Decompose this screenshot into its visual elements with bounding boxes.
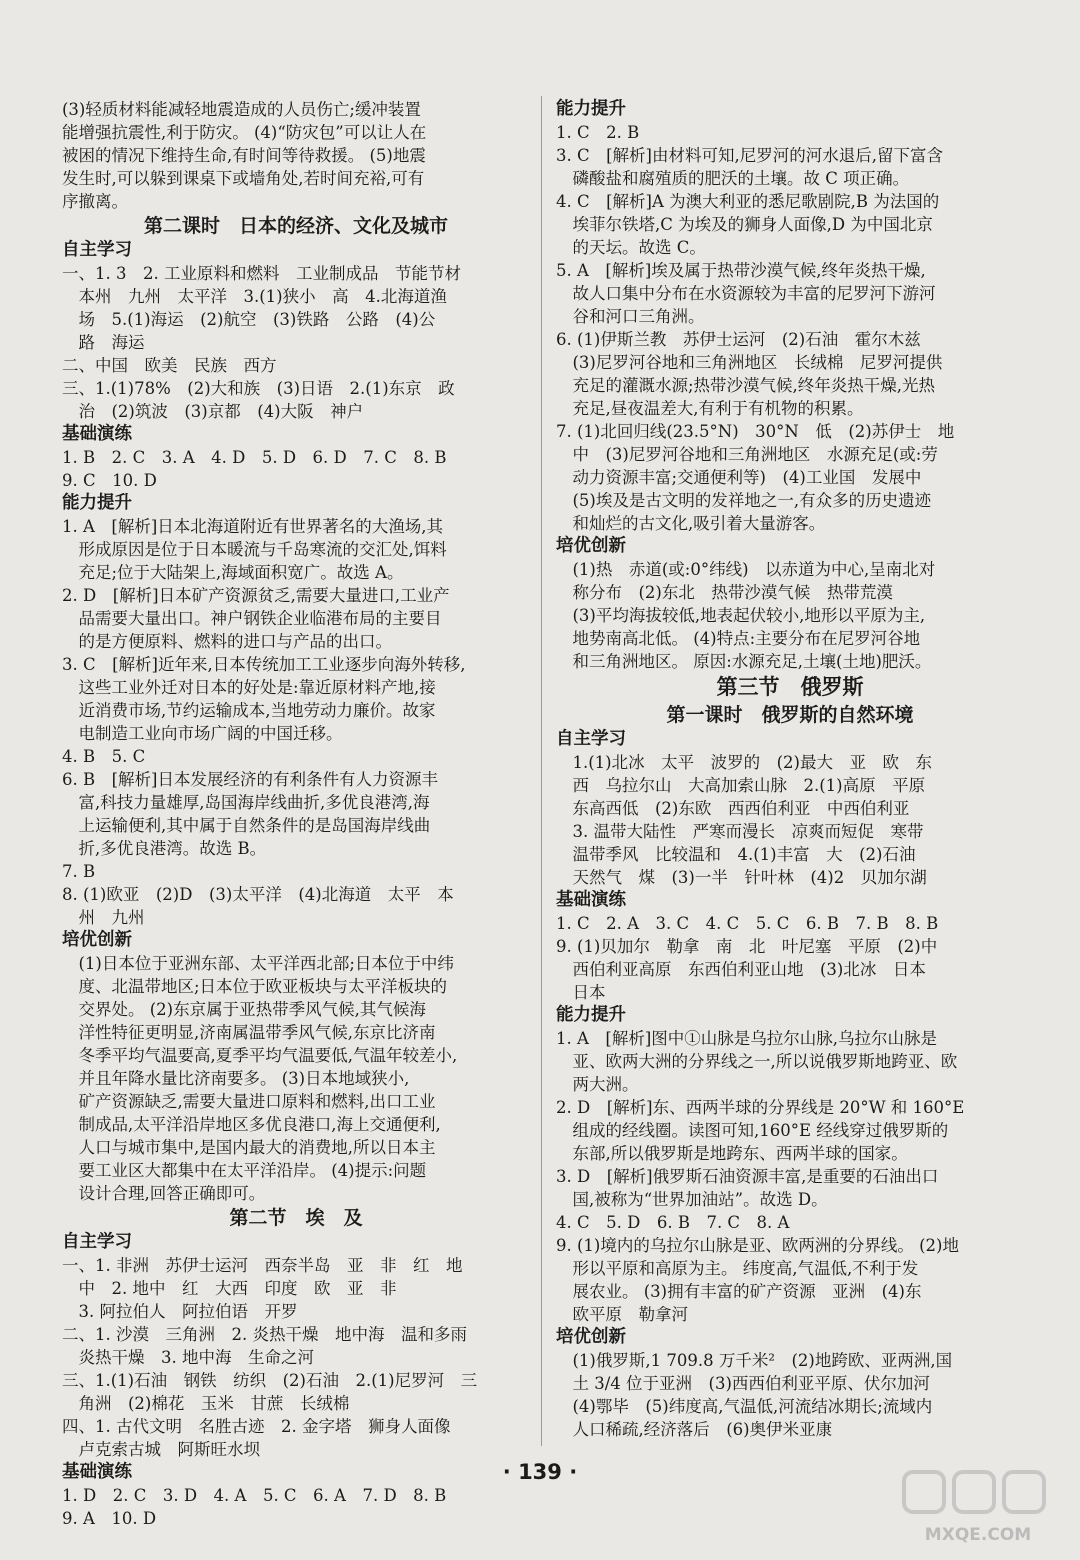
- answer-line: (3)轻质材料能减轻地震造成的人员伤亡;缓冲装置: [62, 100, 421, 119]
- answer-line: 1.(1)北冰 太平 波罗的 (2)最大 亚 欧 东: [556, 753, 932, 772]
- answer-line: 3. C [解析]近年来,日本传统加工工业逐步向海外转移,: [62, 655, 466, 674]
- answer-line: 动力资源丰富;交通便利等) (4)工业国 发展中: [556, 468, 922, 487]
- answer-line: 2. D [解析]日本矿产资源贫乏,需要大量进口,工业产: [62, 586, 450, 605]
- chapter-title: 第三节 俄罗斯: [716, 675, 864, 699]
- answer-line: 3. C [解析]由材料可知,尼罗河的河水退后,留下富含: [556, 146, 943, 165]
- answer-line: 6. (1)伊斯兰教 苏伊士运河 (2)石油 霍尔木兹: [556, 330, 921, 349]
- answer-line: 冬季平均气温要高,夏季平均气温要低,气温年较差小,: [62, 1046, 458, 1065]
- answer-line: 9. (1)境内的乌拉尔山脉是亚、欧两洲的分界线。 (2)地: [556, 1236, 959, 1255]
- answer-line: 地势南高北低。 (4)特点:主要分布在尼罗河谷地: [556, 629, 921, 648]
- answer-line: 充足的灌溉水源;热带沙漠气候,终年炎热干燥,光热: [556, 376, 936, 395]
- answer-line: 折,多优良港湾。故选 B。: [62, 839, 267, 858]
- answer-line: 温带季风 比较温和 4.(1)丰富 大 (2)石油: [556, 845, 916, 864]
- answer-line: 和灿烂的古文化,吸引着大量游客。: [556, 514, 826, 533]
- lesson-title: 第二课时 日本的经济、文化及城市: [143, 215, 448, 237]
- answer-line: 四、1. 古代文明 名胜古迹 2. 金字塔 狮身人面像: [62, 1417, 451, 1436]
- answer-line: 炎热干燥 3. 地中海 生命之河: [62, 1348, 314, 1367]
- answer-line: 1. D 2. C 3. D 4. A 5. C 6. A 7. D 8. B: [62, 1486, 447, 1505]
- section-heading: 基础演练: [62, 424, 132, 444]
- answer-line: 形以平原和高原为主。 纬度高,气温低,不利于发: [556, 1259, 919, 1278]
- answer-line: 1. C 2. A 3. C 4. C 5. C 6. B 7. B 8. B: [556, 914, 939, 933]
- answer-line: 6. B [解析]日本发展经济的有利条件有人力资源丰: [62, 770, 438, 789]
- answer-line: 能增强抗震性,利于防灾。 (4)“防灾包”可以让人在: [62, 123, 427, 142]
- answer-line: (3)尼罗河谷地和三角洲地区 长绒棉 尼罗河提供: [556, 353, 943, 372]
- answer-line: 3. 温带大陆性 严寒而漫长 凉爽而短促 寒带: [556, 822, 924, 841]
- answer-line: 充足,昼夜温差大,有利于有机物的积累。: [556, 399, 864, 418]
- answer-line: 日本: [556, 983, 606, 1002]
- answer-line: 路 海运: [62, 333, 145, 352]
- answer-line: 3. 阿拉伯人 阿拉伯语 开罗: [62, 1302, 298, 1321]
- section-heading: 能力提升: [556, 1005, 626, 1025]
- answer-line: 故人口集中分布在水资源较为丰富的尼罗河下游河: [556, 284, 936, 303]
- answer-line: 中 (3)尼罗河谷地和三角洲地区 水源充足(或:劳: [556, 445, 938, 464]
- answer-line: 西伯利亚高原 东西伯利亚山地 (3)北冰 日本: [556, 960, 926, 979]
- answer-line: 洋性特征更明显,济南属温带季风气候,东京比济南: [62, 1023, 436, 1042]
- answer-line: 1. A [解析]图中①山脉是乌拉尔山脉,乌拉尔山脉是: [556, 1029, 938, 1048]
- answer-line: (1)俄罗斯,1 709.8 万千米² (2)地跨欧、亚两洲,国: [556, 1351, 953, 1370]
- answer-line: 欧平原 勒拿河: [556, 1305, 688, 1324]
- section-heading: 培优创新: [62, 930, 132, 950]
- answer-line: 西 乌拉尔山 大高加索山脉 2.(1)高原 平原: [556, 776, 926, 795]
- answer-line: 序撤离。: [62, 192, 128, 211]
- answer-line: 上运输便利,其中属于自然条件的是岛国海岸线曲: [62, 816, 431, 835]
- answer-line: 这些工业外迁对日本的好处是:靠近原材料产地,接: [62, 678, 436, 697]
- answer-line: 8. (1)欧亚 (2)D (3)太平洋 (4)北海道 太平 本: [62, 885, 454, 904]
- answer-line: 近消费市场,节约运输成本,当地劳动力廉价。故家: [62, 701, 436, 720]
- watermark-logo: [898, 1466, 1058, 1552]
- answer-line: 4. B 5. C: [62, 747, 146, 766]
- answer-line: 场 5.(1)海运 (2)航空 (3)铁路 公路 (4)公: [62, 310, 436, 329]
- answer-line: 国,被称为“世界加油站”。故选 D。: [556, 1190, 828, 1209]
- section-heading: 培优创新: [556, 1327, 626, 1347]
- section-heading: 能力提升: [62, 493, 132, 513]
- answer-line: 7. B: [62, 862, 96, 881]
- answer-line: 1. B 2. C 3. A 4. D 5. D 6. D 7. C 8. B: [62, 448, 447, 467]
- answer-line: 度、北温带地区;日本位于欧亚板块与太平洋板块的: [62, 977, 448, 996]
- answer-line: 埃菲尔铁塔,C 为埃及的狮身人面像,D 为中国北京: [556, 215, 933, 234]
- answer-line: 天然气 煤 (3)一半 针叶林 (4)2 贝加尔湖: [556, 868, 927, 887]
- answer-line: 三、1.(1)石油 钢铁 纺织 (2)石油 2.(1)尼罗河 三: [62, 1371, 478, 1390]
- answer-line: 2. D [解析]东、西两半球的分界线是 20°W 和 160°E: [556, 1098, 965, 1117]
- answer-line: 3. D [解析]俄罗斯石油资源丰富,是重要的石油出口: [556, 1167, 939, 1186]
- answer-line: 7. (1)北回归线(23.5°N) 30°N 低 (2)苏伊士 地: [556, 422, 955, 441]
- answer-line: 二、中国 欧美 民族 西方: [62, 356, 277, 375]
- answer-line: 4. C 5. D 6. B 7. C 8. A: [556, 1213, 790, 1232]
- answer-line: 1. A [解析]日本北海道附近有世界著名的大渔场,其: [62, 517, 444, 536]
- answer-line: 角洲 (2)棉花 玉米 甘蔗 长绒棉: [62, 1394, 350, 1413]
- answer-line: 并且年降水量比济南要多。 (3)日本地域狭小,: [62, 1069, 410, 1088]
- answer-line: 谷和河口三角洲。: [556, 307, 705, 326]
- answer-line: 要工业区大都集中在太平洋沿岸。 (4)提示:问题: [62, 1161, 427, 1180]
- section-heading: 培优创新: [556, 536, 626, 556]
- answer-line: 制成品,太平洋沿岸地区多优良港口,海上交通便利,: [62, 1115, 441, 1134]
- column-divider: [541, 96, 542, 1446]
- answer-line: 设计合理,回答正确即可。: [62, 1184, 266, 1203]
- section-heading: 能力提升: [556, 99, 626, 119]
- answer-line: 中 2. 地中 红 大西 印度 欧 亚 非: [62, 1279, 397, 1298]
- section-heading: 基础演练: [62, 1462, 132, 1482]
- answer-line: 品需要大量出口。神户钢铁企业临港布局的主要目: [62, 609, 442, 628]
- answer-line: 充足;位于大陆架上,海域面积宽广。故选 A。: [62, 563, 404, 582]
- answer-line: (4)鄂毕 (5)纬度高,气温低,河流结冰期长;流域内: [556, 1397, 933, 1416]
- answer-line: 人口稀疏,经济落后 (6)奥伊米亚康: [556, 1420, 833, 1439]
- answer-line: 组成的经线圈。读图可知,160°E 经线穿过俄罗斯的: [556, 1121, 949, 1140]
- section-heading: 基础演练: [556, 890, 626, 910]
- answer-line: 4. C [解析]A 为澳大利亚的悉尼歌剧院,B 为法国的: [556, 192, 940, 211]
- answer-line: (5)埃及是古文明的发祥地之一,有众多的历史遗迹: [556, 491, 932, 510]
- section-heading: 自主学习: [556, 729, 626, 749]
- answer-line: 形成原因是位于日本暖流与千岛寒流的交汇处,饵料: [62, 540, 447, 559]
- answer-line: 州 九州: [62, 908, 145, 927]
- answer-line: 两大洲。: [556, 1075, 639, 1094]
- answer-line: 9. C 10. D: [62, 471, 157, 490]
- answer-line: 亚、欧两大洲的分界线之一,所以说俄罗斯地跨亚、欧: [556, 1052, 958, 1071]
- answer-line: 被困的情况下维持生命,有时间等待救援。 (5)地震: [62, 146, 426, 165]
- answer-line: 富,科技力量雄厚,岛国海岸线曲折,多优良港湾,海: [62, 793, 430, 812]
- answer-line: 本州 九州 太平洋 3.(1)狭小 高 4.北海道渔: [62, 287, 447, 306]
- section-heading: 自主学习: [62, 240, 132, 260]
- page-number: · 139 ·: [502, 1460, 578, 1484]
- answer-line: 卢克索古城 阿斯旺水坝: [62, 1440, 260, 1459]
- answer-line: (3)平均海拔较低,地表起伏较小,地形以平原为主,: [556, 606, 926, 625]
- right-column: [556, 98, 1024, 1441]
- answer-line: 电制造工业向市场广阔的中国迁移。: [62, 724, 343, 743]
- answer-line: (1)热 赤道(或:0°纬线) 以赤道为中心,呈南北对: [556, 560, 936, 579]
- section-heading: 自主学习: [62, 1232, 132, 1252]
- watermark-text: MXQE.COM: [924, 1525, 1032, 1545]
- answer-line: 矿产资源缺乏,需要大量进口原料和燃料,出口工业: [62, 1092, 436, 1111]
- answer-line: 9. A 10. D: [62, 1509, 157, 1528]
- answer-line: 9. (1)贝加尔 勒拿 南 北 叶尼塞 平原 (2)中: [556, 937, 938, 956]
- answer-line: 展农业。 (3)拥有丰富的矿产资源 亚洲 (4)东: [556, 1282, 922, 1301]
- answer-line: 东高西低 (2)东欧 西西伯利亚 中西伯利亚: [556, 799, 910, 818]
- answer-line: 磷酸盐和腐殖质的肥沃的土壤。故 C 项正确。: [556, 169, 910, 188]
- answer-line: 二、1. 沙漠 三角洲 2. 炎热干燥 地中海 温和多雨: [62, 1325, 467, 1344]
- answer-line: 一、1. 非洲 苏伊士运河 西奈半岛 亚 非 红 地: [62, 1256, 463, 1275]
- lesson-title: 第一课时 俄罗斯的自然环境: [666, 704, 914, 726]
- answer-line: 5. A [解析]埃及属于热带沙漠气候,终年炎热干燥,: [556, 261, 926, 280]
- answer-line: 东部,所以俄罗斯是地跨东、西两半球的国家。: [556, 1144, 908, 1163]
- answer-line: 一、1. 3 2. 工业原料和燃料 工业制成品 节能节材: [62, 264, 461, 283]
- lesson-title: 第二节 埃 及: [229, 1207, 363, 1229]
- answer-line: 交界处。 (2)东京属于亚热带季风气候,其气候海: [62, 1000, 426, 1019]
- left-column: [62, 98, 530, 1530]
- answer-line: 人口与城市集中,是国内最大的消费地,所以日本主: [62, 1138, 436, 1157]
- answer-line: 1. C 2. B: [556, 123, 640, 142]
- answer-line: 土 3/4 位于亚洲 (3)西西伯利亚平原、伏尔加河: [556, 1374, 930, 1393]
- answer-line: (1)日本位于亚洲东部、太平洋西北部;日本位于中纬: [62, 954, 454, 973]
- answer-line: 的天坛。故选 C。: [556, 238, 706, 257]
- answer-line: 的是方便原料、燃料的进口与产品的出口。: [62, 632, 392, 651]
- answer-line: 治 (2)筑波 (3)京都 (4)大阪 神户: [62, 402, 364, 421]
- answer-line: 称分布 (2)东北 热带沙漠气候 热带荒漠: [556, 583, 893, 602]
- answer-line: 和三角洲地区。 原因:水源充足,土壤(土地)肥沃。: [556, 652, 932, 671]
- answer-line: 三、1.(1)78% (2)大和族 (3)日语 2.(1)东京 政: [62, 379, 455, 398]
- answer-line: 发生时,可以躲到课桌下或墙角处,若时间充裕,可有: [62, 169, 425, 188]
